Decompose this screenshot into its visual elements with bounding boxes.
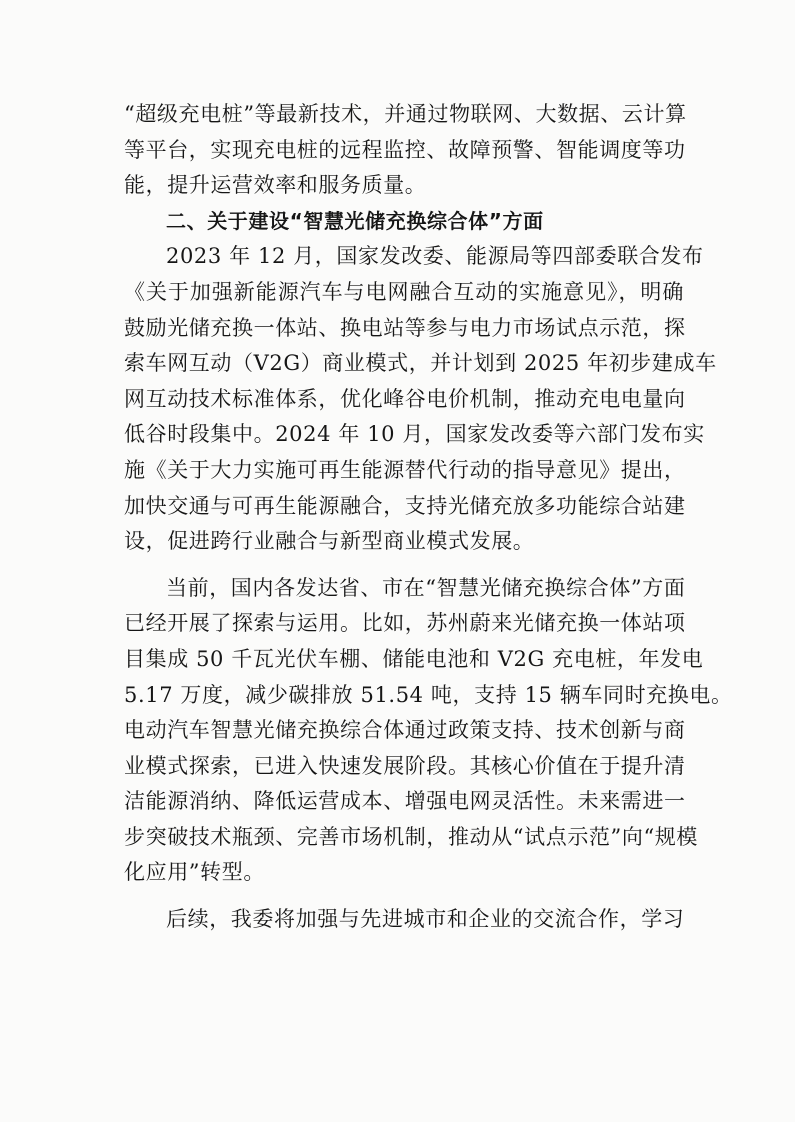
text-line: 洁能源消纳、降低运营成本、增强电网灵活性。未来需进一 [124,789,686,814]
text-line: 5.17 万度，减少碳排放 51.54 吨，支持 15 辆车同时充换电。 [124,682,733,707]
text-line: 《关于加强新能源汽车与电网融合互动的实施意见》，明确 [124,279,684,304]
text-line: 业模式探索，已进入快速发展阶段。其核心价值在于提升清 [124,753,686,778]
text-line: 电动汽车智慧光储充换综合体通过政策支持、技术创新与商 [124,718,686,743]
paragraph-spacer [124,560,684,571]
text-line: 低谷时段集中。2024 年 10 月，国家发改委等六部门发布实 [124,422,705,447]
paragraph-2 [124,239,717,559]
text-line: 索车网互动（V2G）商业模式，并计划到 2025 年初步建成车 [124,351,717,376]
paragraph-4 [124,902,684,938]
text-line: 等平台，实现充电桩的远程监控、故障预警、智能调度等功 [124,137,686,162]
paragraph-1 [124,97,687,204]
text-line: 鼓励光储充换一体站、换电站等参与电力市场试点示范，探 [124,315,686,340]
text-line: 目集成 50 千瓦光伏车棚、储能电池和 V2G 充电桩，年发电 [124,646,704,671]
paragraph-3 [124,571,733,891]
text-line: 2023 年 12 月，国家发改委、能源局等四部委联合发布 [166,244,704,269]
section-heading: 二、关于建设“智慧光储充换综合体”方面 [166,208,544,233]
text-line: 当前，国内各发达省、市在“智慧光储充换综合体”方面 [166,575,686,600]
document-body [124,97,733,938]
text-line: 设，促进跨行业融合与新型商业模式发展。 [124,529,535,554]
text-line: 加快交通与可再生能源融合，支持光储充放多功能综合站建 [124,493,686,518]
text-line: 能，提升运营效率和服务质量。 [124,173,427,198]
text-line: 施《关于大力实施可再生能源替代行动的指导意见》提出， [124,457,686,482]
text-line: 步突破技术瓶颈、完善市场机制，推动从“试点示范”向“规模 [124,824,699,849]
text-line: 网互动技术标准体系，优化峰谷电价机制，推动充电电量向 [124,386,686,411]
paragraph-spacer [124,891,684,902]
text-line: 化应用”转型。 [124,860,265,885]
text-line: 已经开展了探索与运用。比如，苏州蔚来光储充换一体站项 [124,611,686,636]
text-line: “超级充电桩”等最新技术，并通过物联网、大数据、云计算 [124,102,687,126]
text-line: 后续，我委将加强与先进城市和企业的交流合作，学习 [166,907,685,932]
